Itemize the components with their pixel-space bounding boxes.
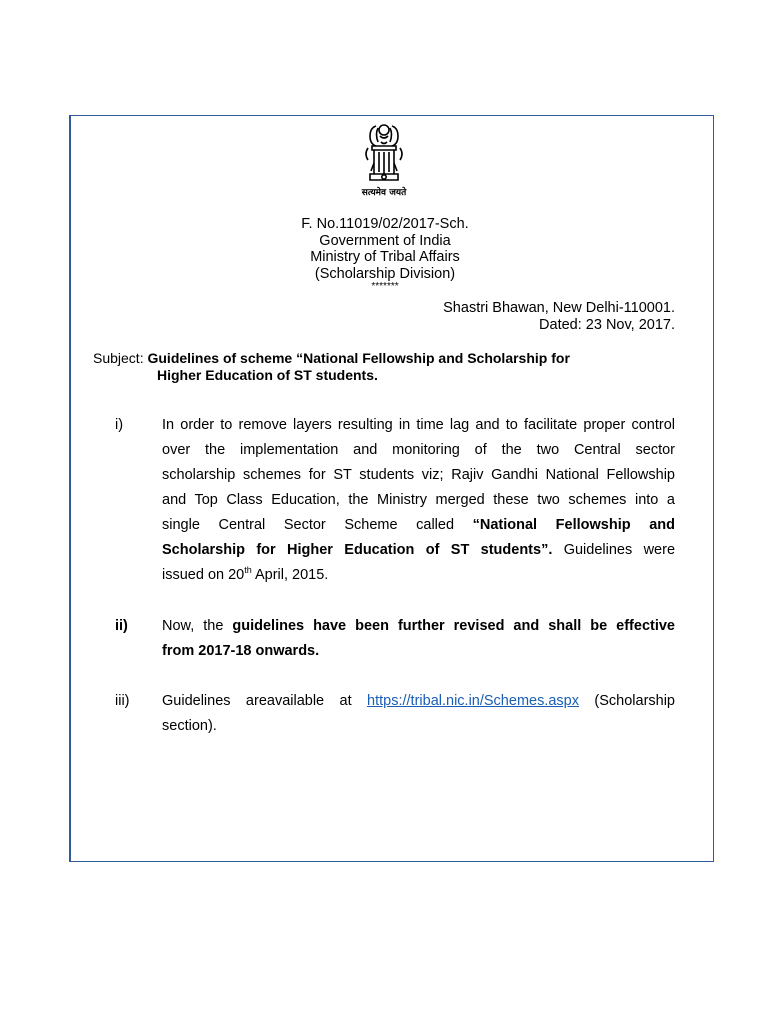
paragraph-number: i) [115, 417, 124, 433]
subject-line-2: Higher Education of ST students. [157, 367, 378, 383]
subject-label: Subject: [93, 350, 144, 366]
text-run: single Central Sector Scheme called [162, 517, 473, 533]
text-run: Now, the [162, 618, 233, 634]
national-emblem-icon [354, 118, 414, 194]
paragraph-line: and Top Class Education, the Ministry merged these two schemes into a [162, 492, 675, 508]
subject-line-1: Guidelines of scheme “National Fellowship and Scholarship for [147, 350, 570, 366]
paragraph-3 [115, 689, 675, 739]
scheme-name: Scholarship for Higher Education of ST students”. [162, 542, 553, 558]
text-run: issued on 20 [162, 567, 245, 583]
paragraph-line: section). [162, 718, 217, 734]
paragraph-body [162, 614, 675, 664]
paragraph-1 [115, 413, 675, 588]
text-run: (Scholarship [579, 693, 675, 709]
place: Shastri Bhawan, New Delhi-110001. [443, 300, 675, 316]
date: Dated: 23 Nov, 2017. [539, 316, 675, 333]
text-run: Guidelines areavailable at [162, 693, 368, 709]
division-name: (Scholarship Division) [314, 265, 456, 282]
text-run: Guidelines were [552, 542, 676, 558]
paragraph-line [162, 689, 675, 714]
emphasis: guidelines have been further revised and shall be effective [232, 618, 675, 634]
paragraph-number: iii) [115, 693, 130, 709]
schemes-link[interactable]: https://tribal.nic.in/Schemes.aspx [367, 693, 579, 709]
paragraph-line [162, 563, 675, 588]
scheme-name: “National Fellowship and [472, 517, 675, 533]
emblem-motto: सत्यमेव जयते [361, 188, 407, 198]
subject-block [93, 350, 673, 384]
place-and-date [443, 300, 675, 333]
paragraph-2 [115, 614, 675, 664]
paragraph-number: ii) [115, 618, 128, 634]
letter-header [200, 216, 570, 292]
paragraph-line: over the implementation and monitoring of the two Central sector [162, 442, 675, 458]
paragraph-line: scholarship schemes for ST students viz; Rajiv Gandhi National Fellowship [162, 467, 675, 483]
paragraph-line: from 2017-18 onwards. [162, 643, 320, 659]
government-name: Government of India [319, 232, 451, 249]
paragraph-line: In order to remove layers resulting in time lag and to facilitate proper control [162, 417, 675, 433]
paragraph-body [162, 689, 675, 739]
file-number: F. No.11019/02/2017-Sch. [301, 216, 469, 232]
paragraph-body [162, 413, 675, 588]
text-run: April, 2015. [251, 567, 329, 583]
paragraph-line [162, 513, 675, 538]
ordinal-suffix: th [244, 565, 252, 576]
paragraph-line [162, 614, 675, 639]
paragraph-line [162, 538, 675, 563]
ministry-name: Ministry of Tribal Affairs [310, 249, 460, 265]
separator-stars: ******* [371, 281, 399, 292]
